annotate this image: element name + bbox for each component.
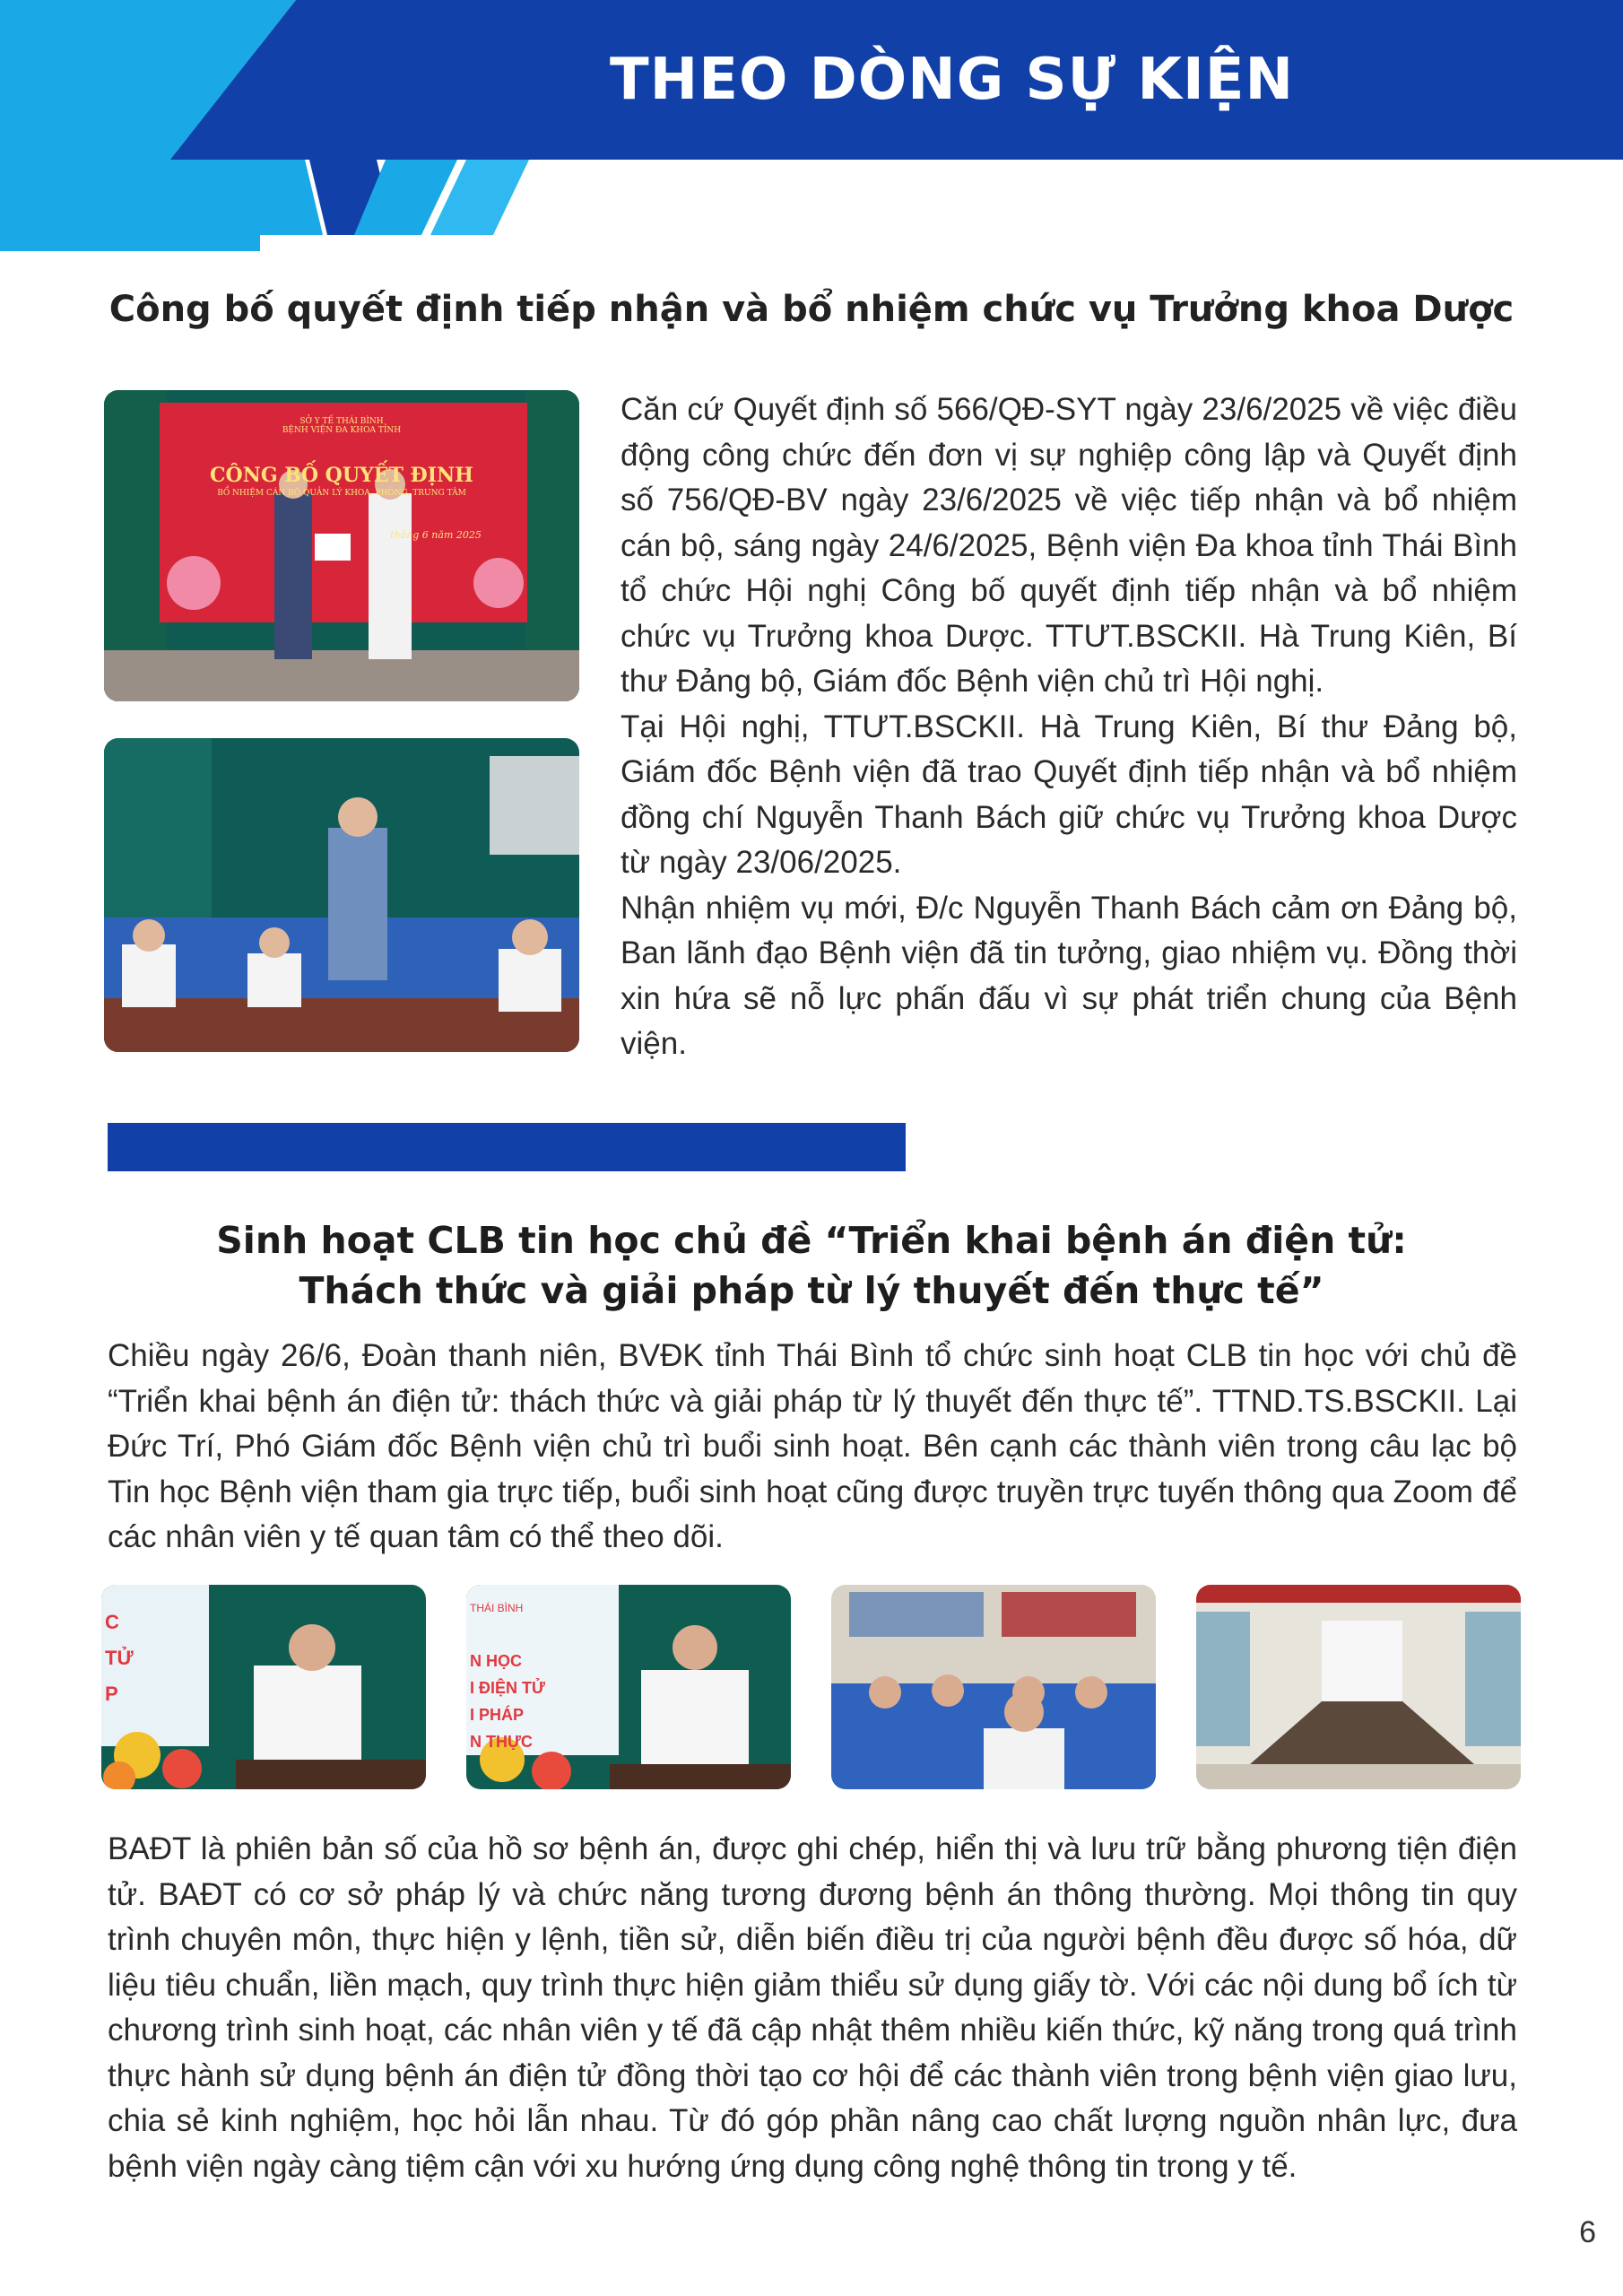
conference-room-photo <box>1196 1585 1521 1789</box>
article2-title-line2: Thách thức và giải pháp từ lý thuyết đến thực tế” <box>299 1269 1324 1312</box>
banner-org-line2: BỆNH VIỆN ĐA KHOA TỈNH <box>282 426 402 435</box>
article2-title-line1: Sinh hoạt CLB tin học chủ đề “Triển khai bệnh án điện tử: <box>216 1219 1407 1262</box>
article1-body <box>621 387 1517 1067</box>
banner-org-line1: SỞ Y TẾ THÁI BÌNH <box>299 417 384 426</box>
article2-intro: Chiều ngày 26/6, Đoàn thanh niên, BVĐK tỉnh Thái Bình tổ chức sinh hoạt CLB tin học với chủ đề “Triển khai bệnh án điện tử: thách thức và giải pháp từ lý thuyết đến thực tế”. TTND.TS.BSCKII. Lại Đức Trí, Phó Giám đốc Bệnh viện chủ trì buổi sinh hoạt. Bên cạnh các thành viên trong câu lạc bộ Tin học Bệnh viện tham gia trực tiếp, buổi sinh hoạt cũng được truyền trực tuyến thông qua Zoom để các nhân viên y tế quan tâm có thể theo dõi. <box>108 1338 1517 1554</box>
header-decoration <box>0 0 1623 251</box>
screen-text: P <box>105 1683 118 1705</box>
screen-text: I PHÁP <box>470 1706 525 1724</box>
banner-date: tháng 6 năm 2025 <box>390 529 482 541</box>
section-header-title: THEO DÒNG SỰ KIỆN <box>610 47 1295 113</box>
banner-title: CÔNG BỐ QUYẾT ĐỊNH <box>210 464 473 487</box>
screen-text: C <box>105 1611 119 1633</box>
section-divider <box>108 1123 906 1171</box>
article1-paragraph: Nhận nhiệm vụ mới, Đ/c Nguyễn Thanh Bách cảm ơn Đảng bộ, Ban lãnh đạo Bệnh viện đã tin tưởng, giao nhiệm vụ. Đồng thời xin hứa sẽ nỗ lực phấn đấu vì sự phát triển chung của Bệnh viện. <box>621 890 1517 1061</box>
article1-paragraph: Tại Hội nghị, TTƯT.BSCKII. Hà Trung Kiên, Bí thư Đảng bộ, Giám đốc Bệnh viện đã trao Quyết định tiếp nhận và bổ nhiệm đồng chí Nguyễn Thanh Bách giữ chức vụ Trưởng khoa Dược từ ngày 23/06/2025. <box>621 709 1517 880</box>
conference-speaker-photo <box>104 738 579 1052</box>
banner-subtitle: BỔ NHIỆM CÁN BỘ QUẢN LÝ KHOA, PHÒNG, TRUNG TÂM <box>217 489 466 498</box>
screen-text: I ĐIỆN TỬ <box>470 1679 545 1697</box>
article2-title <box>99 1215 1524 1316</box>
article1-paragraph: Căn cứ Quyết định số 566/QĐ-SYT ngày 23/6/2025 về việc điều động công chức đến đơn vị sự nghiệp công lập và Quyết định số 756/QĐ-BV ngày 23/6/2025 về việc tiếp nhận và bổ nhiệm cán bộ, sáng ngày 24/6/2025, Bệnh viện Đa khoa tỉnh Thái Bình tổ chức Hội nghị Công bố quyết định tiếp nhận và bổ nhiệm chức vụ Trưởng khoa Dược. TTƯT.BSCKII. Hà Trung Kiên, Bí thư Đảng bộ, Giám đốc Bệnh viện chủ trì Hội nghị. <box>621 392 1517 699</box>
article1-title: Công bố quyết định tiếp nhận và bổ nhiệm chức vụ Trưởng khoa Dược <box>108 289 1515 330</box>
article2-body: BAĐT là phiên bản số của hồ sơ bệnh án, được ghi chép, hiển thị và lưu trữ bằng phương tiện điện tử. BAĐT có cơ sở pháp lý và chức năng tương đương bệnh án thông thường. Mọi thông tin quy trình chuyên môn, thực hiện y lệnh, tiền sử, diễn biến điều trị của người bệnh đều được số hóa, dữ liệu tiêu chuẩn, liền mạch, quy trình thực hiện giảm thiểu sử dụng giấy tờ. Với các nội dung bổ ích từ chương trình sinh hoạt, các nhân viên y tế đã cập nhật thêm nhiều kiến thức, kỹ năng trong quá trình thực hành sử dụng bệnh án điện tử đồng thời tạo cơ hội để các thành viên trong bệnh viện giao lưu, chia sẻ kinh nghiệm, học hỏi lẫn nhau. Từ đó góp phần nâng cao chất lượng nguồn nhân lực, đưa bệnh viện ngày càng tiệm cận với xu hướng ứng dụng công nghệ thông tin trong y tế. <box>108 1831 1517 2184</box>
speaker-photo-2 <box>466 1585 791 1789</box>
screen-text: N THỰC <box>470 1733 533 1751</box>
page-number: 6 <box>1579 2215 1596 2249</box>
screen-text: TỬ <box>105 1647 134 1669</box>
audience-photo <box>831 1585 1156 1789</box>
screen-text: THÁI BÌNH <box>470 1602 524 1614</box>
screen-text: N HỌC <box>470 1652 522 1670</box>
speaker-photo-1 <box>101 1585 426 1789</box>
ceremony-stage-photo <box>104 390 579 701</box>
